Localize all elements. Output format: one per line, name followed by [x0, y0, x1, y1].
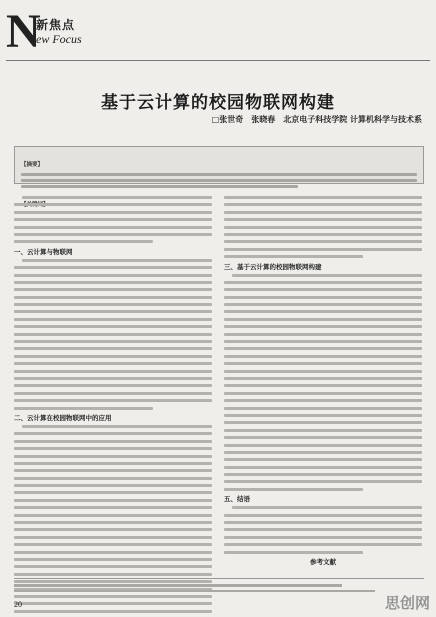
article-authors: □张世奇 张晓春 北京电子科技学院 计算机科学与技术系 — [211, 115, 422, 124]
column-name-cn: 新焦点 — [36, 18, 76, 32]
abstract-text-line — [21, 179, 417, 182]
references-list — [14, 581, 424, 595]
references-divider — [14, 578, 424, 579]
abstract-text-line — [21, 185, 298, 188]
article-title: 基于云计算的校园物联网构建 — [101, 93, 335, 113]
column-name-en: ew Focus — [36, 32, 82, 46]
page-number: 20 — [14, 600, 22, 609]
section-heading: 二、云计算在校园物联网中的应用 — [14, 413, 112, 422]
column-header — [6, 5, 116, 58]
column-initial: N — [6, 5, 41, 58]
section-heading: 五、结语 — [224, 495, 250, 504]
watermark: 思创网 — [384, 594, 430, 612]
left-column — [14, 196, 212, 617]
abstract-tag: 【摘要】 — [21, 162, 44, 168]
section-heading: 三、基于云计算的校园物联网构建 — [224, 262, 322, 271]
abstract-text-line — [21, 173, 417, 176]
header-divider — [6, 60, 430, 61]
abstract-box — [14, 146, 424, 184]
right-column — [224, 196, 422, 569]
references-heading: 参考文献 — [310, 557, 336, 566]
section-heading: 一、云计算与物联网 — [14, 247, 73, 256]
